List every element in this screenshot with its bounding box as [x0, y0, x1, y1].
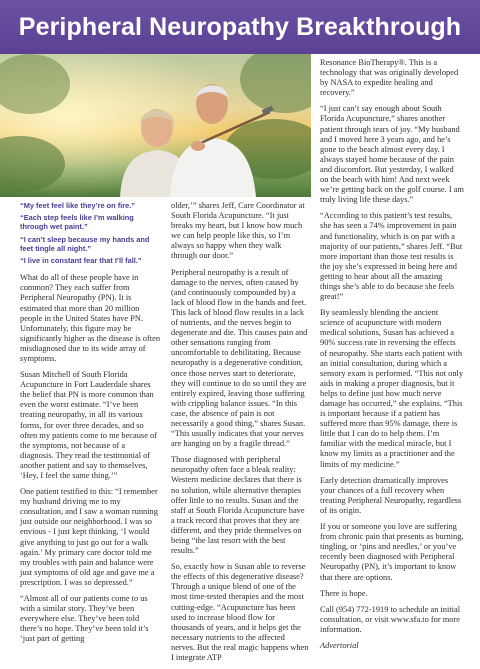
pull-quote: “Each step feels like I’m walking through wet paint.” — [20, 213, 134, 232]
page-title: Peripheral Neuropathy Breakthrough — [18, 12, 462, 41]
body-paragraph: Resonance BioTherapy®. This is a technology that was originally developed by NASA to expedite healing and recovery.” — [320, 58, 459, 98]
body-paragraph: Those diagnosed with peripheral neuropathy often face a bleak reality: Western medicine declares that there is no solution, while alternative therapies offer little to no results. Susan and the staff at South Florida Acupuncture have a track record that proves that they are different, and they pride themselves on being “the last resort with the best results.” — [171, 455, 305, 556]
column-3 — [320, 58, 464, 657]
body-paragraph: Early detection dramatically improves your chances of a full recovery when treating Peripheral Neuropathy, regardless of its origin. — [320, 475, 462, 515]
pull-quote: “My feet feel like they’re on fire.” — [20, 201, 136, 210]
column-2 — [171, 201, 309, 669]
column-1 — [20, 201, 160, 651]
body-paragraph: So, exactly how is Susan able to reverse the effects of this degenerative disease? Through a unique blend of one of the most time-tested therapies and the most cutting-edge. “Acupuncture has been used to increase blood flow for thousands of years, and it helps get the necessary nutrients to the affected nerves. But the real magic happens when I integrate ATP — [171, 562, 309, 663]
body-paragraph: “Almost all of our patients come to us with a similar story. They’ve been everywhere else. They’ve been told there’s no hope. They’ve been told it’s ‘just part of getting — [20, 594, 149, 644]
body-paragraph: There is hope. — [320, 588, 368, 598]
couple-photo — [0, 54, 311, 197]
body-paragraph: One patient testified to this: “I remember my husband driving me to my consultation, and I saw a woman running just outside our neighborhood. I was so envious - I just kept thinking, ‘I would give anything to just go out for a walk again.’ My primary care doctor told me my troubles with pain and balance were just symptoms of old age and gave me a prescription. I was so depressed.” — [20, 487, 158, 587]
pull-quotes — [20, 201, 160, 265]
body-paragraph: Susan Mitchell of South Florida Acupuncture in Fort Lauderdale shares the belief that PN is more common than even the worst estimate. “I’ve been treating neuropathy, in all its various forms, for over three decades, and so often my patients come to me because of the symptoms, not because of a diagnosis. They read the testimonial of another patient and say to themselves, ‘Hey, I feel the same thing.’” — [20, 370, 157, 480]
body-paragraph: “I just can’t say enough about South Florida Acupuncture,” shares another patient through tears of joy. “My husband and I moved here 3 years ago, and he’s gone to the beach almost every day. I always stayed home because of the pain and discomfort. But yesterday, I walked on the beach with him! And next week we’re getting back on the golf course. I am truly living life these days.” — [320, 104, 464, 205]
contact-paragraph: Call (954) 772-1919 to schedule an initial consultation, or visit www.sfa.to for more information. — [320, 604, 461, 634]
pull-quote: “I live in constant fear that I’ll fall.” — [20, 256, 142, 266]
advertorial-label: Advertorial — [320, 640, 359, 650]
body-paragraph: “According to this patient’s test results, she has seen a 74% improvement in pain and functionality, which is on par with a majority of our patients,” shares Jeff. “But more important than those test results is the joy she’s expressed in being here and getting to hear about all the amazing things she’s able to do because she feels great!” — [320, 211, 463, 302]
pull-quote: “I can’t sleep because my hands and feet tingle all night.” — [20, 234, 150, 253]
photo-illustration — [0, 54, 311, 197]
body-paragraph: older,’” shares Jeff, Care Coordinator at South Florida Acupuncture. “It just breaks my heart, but I know how much we can help people like this, so I’m always so happy when they walk through our door.” — [171, 201, 305, 261]
body-paragraph: By seamlessly blending the ancient science of acupuncture with modern medical solutions, Susan has achieved a 90% success rate in reversing the effects of neuropathy. She starts each patient with an initial consultation, during which a sensory exam is performed. “This not only aids in making a proper diagnosis, but it helps to define just how much nerve damage has occurred,” she explains. “This is important because if a patient has suffered more than 95% damage, there is little that I can do to help them. I’m familiar with the medical miracle, but I know my limits as a practitioner and the limits of my medicine.” — [320, 308, 464, 469]
title-banner — [0, 0, 480, 54]
body-paragraph: What do all of these people have in common? They each suffer from Peripheral Neuropathy (PN). It is estimated that more than 20 million people in the United States have PN. Unfortunately, this figure may be significantly higher as the disease is often misdiagnosed due to its wide array of symptoms. — [20, 273, 161, 363]
body-paragraph: Peripheral neuropathy is a result of damage to the nerves, often caused by (and continuously compounded by) a lack of blood flow in the hands and feet. This lack of blood flow results in a lack of nutrients, and the nerves begin to degenerate and die. This causes pain and other sensations ranging from uncomfortable to debilitating. Because neuropathy is a degenerative condition, once those nerves start to deteriorate, they will continue to do so until they are entirely expired, leaving those suffering with crippling balance issues. “In this case, the absence of pain is not necessarily a good thing,” shares Susan. “This usually indicates that your nerves are hanging on by a fragile thread.” — [171, 267, 308, 449]
body-paragraph: If you or someone you love are suffering from chronic pain that presents as burning, tingling, or ‘pins and needles,’ or you’ve recently been diagnosed with Peripheral Neuropathy (PN), it’s important to know that there are options. — [320, 522, 464, 582]
